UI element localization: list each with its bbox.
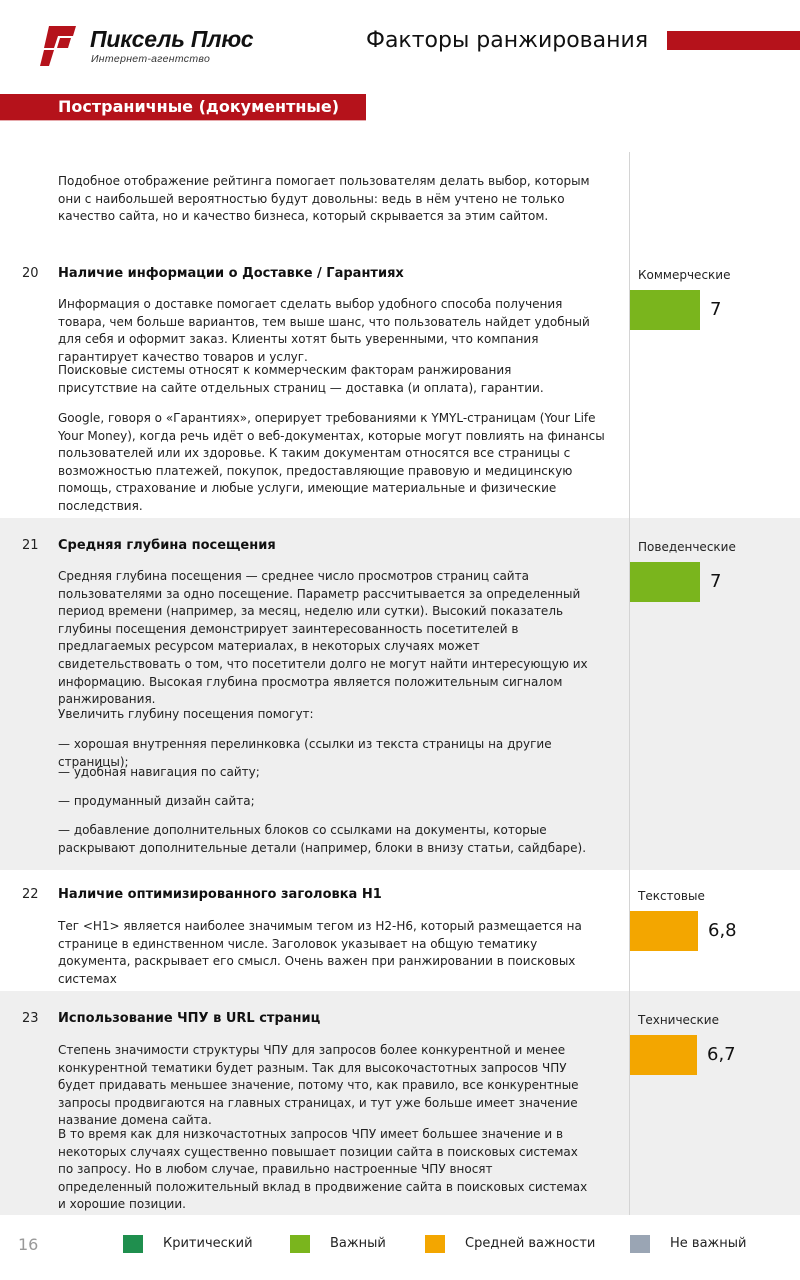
legend-swatch-medium — [425, 1235, 445, 1253]
factor-title: Средняя глубина посещения — [58, 538, 276, 553]
brand-name: Пиксель Плюс — [90, 26, 254, 52]
legend-label-critical: Критический — [163, 1236, 253, 1251]
legend-label-unimportant: Не важный — [670, 1236, 747, 1251]
factor-paragraph: Тег <H1> является наиболее значимым тегом из H2-H6, который размещается на странице в единственном числе. Заголовок указывает на общую тематику документа, раскрывает его смысл. Очень важен при ранжировании в поисковых системах — [58, 919, 582, 986]
legend-swatch-unimportant — [630, 1235, 650, 1253]
factor-number: 20 — [22, 266, 39, 281]
factor-paragraph: В то время как для низкочастотных запросов ЧПУ имеет большее значение и в некоторых случаях существенно повышает позиции сайта в поисковых системах по запросу. Но в любом случае, правильно настроенные ЧПУ вносят определенный положительный вклад в продвижение сайта в поисковых системах и хорошие позиции. — [58, 1127, 588, 1212]
legend-swatch-critical — [123, 1235, 143, 1253]
factor-category: Коммерческие — [638, 268, 731, 282]
legend-label-medium: Средней важности — [465, 1236, 596, 1251]
legend-swatch-important — [290, 1235, 310, 1253]
factor-number: 23 — [22, 1011, 39, 1026]
factor-paragraph: Средняя глубина посещения — среднее число просмотров страниц сайта пользователями за одно посещение. Параметр рассчитывается за определенный период времени (например, за месяц, неделю или сутки). Высокий показатель глубины посещения демонстрирует заинтересованность посетителей в предлагаемых ресурсом материалах, в некоторых случаях может свидетельствовать о том, что посетители долго не могут найти интересующую их информацию. Высокая глубина просмотра является положительным сигналом ранжирования. — [58, 569, 588, 707]
factor-score: 6,7 — [707, 1044, 736, 1065]
factor-number: 22 — [22, 887, 39, 902]
factor-score-swatch — [630, 1035, 697, 1075]
factor-title: Наличие оптимизированного заголовка H1 — [58, 887, 382, 902]
logo-icon — [40, 26, 76, 66]
factor-list-item: — продуманный дизайн сайта; — [58, 794, 255, 808]
factor-score: 6,8 — [708, 920, 737, 941]
page-title: Факторы ранжирования — [366, 28, 649, 53]
factor-category: Поведенческие — [638, 540, 736, 554]
brand-subtitle: Интернет-агентство — [91, 53, 211, 65]
factor-paragraph: Степень значимости структуры ЧПУ для запросов более конкурентной и менее конкурентной тематики будет разным. Так для высокочастотных запросов ЧПУ будет придавать меньшее значение, потому что, как правило, все конкурентные запросы продвигаются на главных страницах, и тут уже больше имеет значение название домена сайта. — [58, 1043, 579, 1128]
factor-list-item: — хорошая внутренняя перелинковка (ссылки из текста страницы на другие страницы); — [58, 737, 552, 769]
section-title: Постраничные (документные) — [58, 97, 340, 116]
legend-label-important: Важный — [330, 1236, 386, 1251]
factor-score-swatch — [630, 911, 698, 951]
factor-paragraph: Увеличить глубину посещения помогут: — [58, 707, 314, 721]
factor-score: 7 — [710, 299, 722, 320]
factor-score-swatch — [630, 562, 700, 602]
factor-paragraph: Поисковые системы относят к коммерческим факторам ранжирования присутствие на сайте отдельных страниц — доставка (и оплата), гарантии. — [58, 363, 544, 395]
factor-list-item: — добавление дополнительных блоков со ссылками на документы, которые раскрывают дополнительные детали (например, блоки в внизу статьи, сайдбаре). — [58, 823, 587, 855]
intro-text: Подобное отображение рейтинга помогает пользователям делать выбор, которым они с наибольшей вероятностью будут довольны: ведь в нём учтено не только качество сайта, но и качество бизнеса, который скрывается за этим сайтом. — [58, 174, 590, 224]
factor-category: Технические — [638, 1013, 719, 1027]
factor-title: Использование ЧПУ в URL страниц — [58, 1011, 321, 1026]
factor-list-item: — удобная навигация по сайту; — [58, 765, 260, 779]
section-ribbon — [0, 94, 366, 120]
factor-paragraph: Информация о доставке помогает сделать выбор удобного способа получения товара, чем больше вариантов, тем выше шанс, что пользователь найдет удобный для себя и оформит заказ. Клиенты хотят быть уверенными, что компания гарантирует качество товаров и услуг. — [58, 297, 590, 364]
factor-number: 21 — [22, 538, 39, 553]
factor-category: Текстовые — [638, 889, 705, 903]
factor-score-swatch — [630, 290, 700, 330]
ribbon-underline — [0, 120, 366, 121]
factor-title: Наличие информации о Доставке / Гарантиях — [58, 266, 404, 281]
factor-score: 7 — [710, 571, 722, 592]
factor-paragraph: Google, говоря о «Гарантиях», оперирует требованиями к YMYL-страницам (Your Life Your Money), когда речь идёт о веб-документах, которые могут повлиять на финансы пользователей или их здоровье. К таким документам относятся все страницы с возможностью платежей, покупок, предоставляющие правовую и медицинскую помощь, страхование и любые услуги, имеющие материальные и физические последствия. — [58, 411, 605, 513]
title-accent-bar — [667, 31, 800, 50]
page-number: 16 — [18, 1235, 39, 1254]
